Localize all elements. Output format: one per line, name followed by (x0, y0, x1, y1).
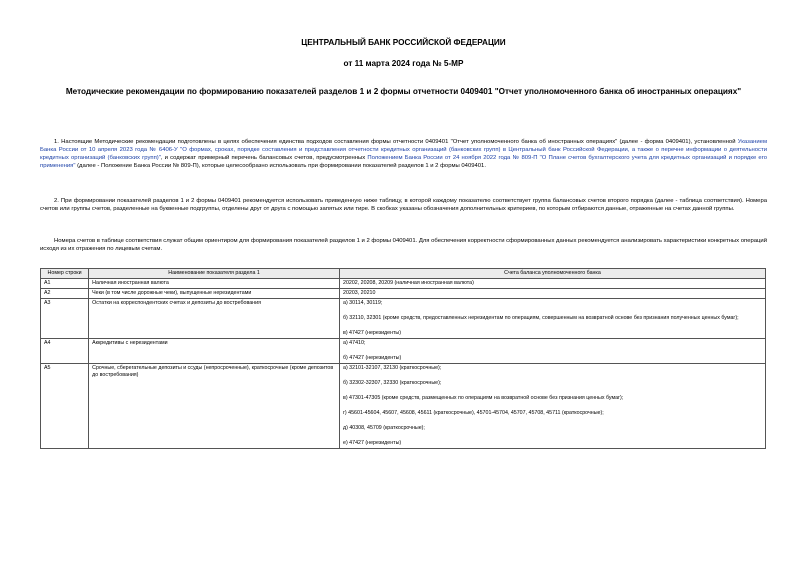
row-accounts (340, 339, 766, 364)
row-indicator-name: Аккредитивы с нерезидентами (89, 339, 340, 364)
account-entry: а) 47410; (343, 340, 366, 346)
header-indicator-name: Наименование показателя раздела 1 (89, 269, 340, 279)
paragraph-1-text-c: (далее - Положение Банка России № 809-П), которые целесообразно использовать при формировании показателей разделов 1 и 2 формы 0409401. (75, 162, 486, 169)
row-code: А2 (41, 289, 89, 299)
row-accounts (340, 364, 766, 449)
account-entry: д) 40308, 45709 (краткосрочные); (343, 425, 425, 431)
document-title: Методические рекомендации по формированию показателей разделов 1 и 2 формы отчетности 0409401 "Отчет уполномоченного банка об иностранных операциях" (65, 87, 742, 96)
issuer-heading: ЦЕНТРАЛЬНЫЙ БАНК РОССИЙСКОЙ ФЕДЕРАЦИИ (301, 38, 506, 47)
account-entry: б) 32110, 32301 (кроме средств, предоставленных нерезидентам по операциям, совершенным на возвратной основе без признания полученных ценных бумаг); (343, 315, 739, 321)
account-entry: г) 45601-45604, 45607, 45608, 45611 (краткосрочные), 45701-45704, 45707, 45708, 45711 (краткосрочные); (343, 410, 604, 416)
document-date: от 11 марта 2024 года № 5-МР (343, 59, 464, 68)
table-header-row (41, 269, 766, 279)
ukazanie-6406-u-link[interactable]: Указанием Банка России от 10 апреля 2023 года № 6406-У "О формах, сроках, порядке составления и представления отчетности кредитных организаций (банковских групп) в Центральный банк Российской Федерации, а также о перечне информации о деятельности кредитных организаций (банковских групп)" (40, 139, 767, 161)
row-code: А5 (41, 364, 89, 449)
account-entry: 20203, 20210 (343, 290, 376, 296)
account-entry: 20202, 20208, 20209 (наличная иностранная валюта) (343, 280, 474, 286)
account-entry: б) 32302-32307, 32330 (краткосрочные); (343, 380, 442, 386)
account-entry: б) 47427 (нерезиденты) (343, 355, 402, 361)
table-row (41, 279, 766, 289)
row-code: А4 (41, 339, 89, 364)
header-accounts: Счета баланса уполномоченного банка (340, 269, 766, 279)
row-indicator-name: Остатки на корреспондентских счетах и депозиты до востребования (89, 299, 340, 339)
correspondence-table (40, 268, 766, 449)
account-entry: в) 47427 (нерезиденты) (343, 330, 402, 336)
row-indicator-name: Наличная иностранная валюта (89, 279, 340, 289)
account-spacer (343, 307, 762, 315)
paragraph-1-text-a: 1. Настоящие Методические рекомендации подготовлены в целях обеспечения единства подходов составления формы отчетности 0409401 "Отчет уполномоченного банка об иностранных операциях" (далее - форма 0409401), установленной (54, 139, 738, 145)
table-row (41, 339, 766, 364)
account-entry: а) 32101-32107, 32130 (краткосрочные); (343, 365, 442, 371)
paragraph-1-text-b: , и содержат примерный перечень балансовых счетов, предусмотренных (160, 154, 368, 161)
table-row (41, 289, 766, 299)
row-indicator-name: Чеки (в том числе дорожные чеки), выпущенные нерезидентами (89, 289, 340, 299)
header-row-number: Номер строки (41, 269, 89, 279)
account-spacer (343, 417, 762, 425)
table-row (41, 364, 766, 449)
account-entry: а) 30114, 30119; (343, 300, 383, 306)
row-accounts (340, 279, 766, 289)
account-spacer (343, 387, 762, 395)
paragraph-2: 2. При формировании показателей разделов 1 и 2 формы 0409401 рекомендуется использовать приведенную ниже таблицу, в которой каждому показателю соответствует группа балансовых счетов второго порядка (далее - таблица соответствия). Номера счетов или группы счетов, разделенные на буквенные подгруппы, отделены друг от друга с помощью запятых или тире. В скобках указаны обозначения дополнительных критериев, по которым отбираются данные, отраженные на счетах данной группы. (40, 198, 767, 212)
row-indicator-name: Срочные, сберегательные депозиты и ссуды (непросроченные), краткосрочные (кроме депозитов до востребования) (89, 364, 340, 449)
row-code: А1 (41, 279, 89, 289)
account-entry: е) 47427 (нерезиденты) (343, 440, 402, 446)
row-accounts (340, 289, 766, 299)
account-spacer (343, 402, 762, 410)
polozhenie-809-p-link[interactable]: Положением Банка России от 24 ноября 2022 года № 809-П "О Плане счетов бухгалтерского учета для кредитных организаций и порядке его применения" (40, 154, 767, 169)
account-spacer (343, 372, 762, 380)
row-accounts (340, 299, 766, 339)
paragraph-3: Номера счетов в таблице соответствия служат общим ориентиром для формирования показателей разделов 1 и 2 формы 0409401. Для обеспечения корректности сформированных данных рекомендуется анализировать характеристики конкретных операций исходя из их отражения по лицевым счетам. (40, 238, 767, 252)
table-row (41, 299, 766, 339)
account-entry: в) 47301-47305 (кроме средств, размещенных по операциям на возвратной основе без признания ценных бумаг); (343, 395, 624, 401)
table-body (41, 279, 766, 449)
account-spacer (343, 322, 762, 330)
row-code: А3 (41, 299, 89, 339)
account-spacer (343, 347, 762, 355)
paragraph-1 (40, 139, 767, 171)
account-spacer (343, 432, 762, 440)
